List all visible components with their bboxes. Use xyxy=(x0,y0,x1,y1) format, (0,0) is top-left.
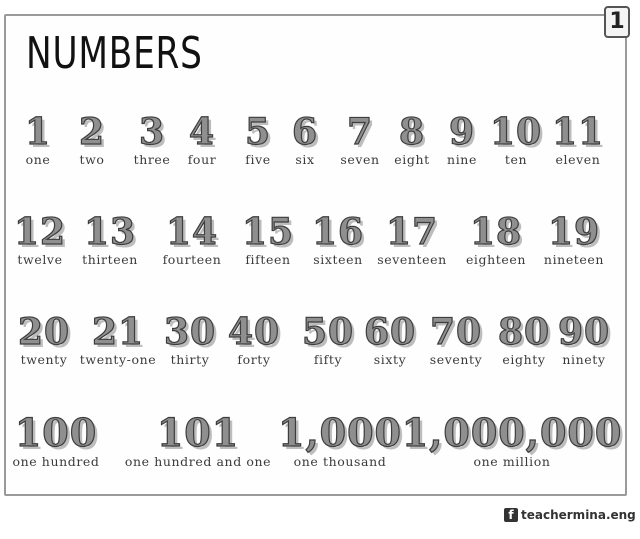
numeral: 90 xyxy=(557,311,611,353)
numeral: 6 xyxy=(291,111,319,153)
numeral: 5 xyxy=(244,111,272,153)
number-entry xyxy=(401,410,623,469)
number-word: one hundred and one xyxy=(124,454,272,469)
number-word: thirty xyxy=(170,352,210,367)
number-entry xyxy=(301,311,355,367)
number-word: twelve xyxy=(17,252,63,267)
number-entry xyxy=(17,311,71,367)
number-word: eleven xyxy=(555,152,601,167)
numeral: 101 xyxy=(156,410,240,455)
numeral: 12 xyxy=(13,211,67,253)
numeral: 21 xyxy=(91,311,145,353)
numeral: 80 xyxy=(497,311,551,353)
numeral: 1 xyxy=(24,111,52,153)
number-entry xyxy=(162,211,222,267)
number-entry xyxy=(497,311,551,367)
number-word: twenty xyxy=(20,352,68,367)
number-one-badge-icon: 1 xyxy=(604,6,630,38)
number-entry xyxy=(291,111,319,167)
number-entry xyxy=(133,111,171,167)
numeral: 1,000 xyxy=(278,410,402,455)
number-entry xyxy=(12,410,100,469)
footer-handle: teachermina.eng xyxy=(521,508,636,522)
number-entry xyxy=(377,211,447,267)
number-entry xyxy=(394,111,430,167)
number-word: four xyxy=(187,152,217,167)
number-word: seven xyxy=(340,152,380,167)
number-word: sixteen xyxy=(313,252,363,267)
number-entry xyxy=(79,311,157,367)
number-word: forty xyxy=(237,352,271,367)
number-word: eight xyxy=(394,152,430,167)
numeral: 20 xyxy=(17,311,71,353)
number-word: seventeen xyxy=(377,252,447,267)
numeral: 30 xyxy=(163,311,217,353)
number-entry xyxy=(227,311,281,367)
number-entry xyxy=(163,311,217,367)
number-word: thirteen xyxy=(82,252,138,267)
number-entry xyxy=(13,211,67,267)
number-entry xyxy=(82,211,138,267)
number-word: one xyxy=(25,152,51,167)
numeral: 1,000,000 xyxy=(401,410,623,455)
number-word: ninety xyxy=(562,352,606,367)
number-entry xyxy=(465,211,527,267)
numeral: 40 xyxy=(227,311,281,353)
number-word: one thousand xyxy=(293,454,387,469)
number-word: ten xyxy=(504,152,528,167)
numeral: 10 xyxy=(489,111,543,153)
number-entry xyxy=(489,111,543,167)
number-entry xyxy=(278,410,402,469)
numeral: 17 xyxy=(385,211,439,253)
facebook-icon: f xyxy=(504,508,518,522)
number-entry xyxy=(311,211,365,267)
number-word: fourteen xyxy=(162,252,222,267)
numeral: 3 xyxy=(138,111,166,153)
number-word: three xyxy=(133,152,171,167)
number-word: fifteen xyxy=(245,252,291,267)
number-entry xyxy=(78,111,106,167)
number-entry xyxy=(543,211,605,267)
number-word: nineteen xyxy=(543,252,605,267)
numeral: 13 xyxy=(83,211,137,253)
numeral: 15 xyxy=(241,211,295,253)
number-word: fifty xyxy=(313,352,343,367)
numeral: 16 xyxy=(311,211,365,253)
number-word: six xyxy=(295,152,315,167)
numeral: 9 xyxy=(448,111,476,153)
number-word: nine xyxy=(447,152,477,167)
number-entry xyxy=(241,211,295,267)
number-entry xyxy=(363,311,417,367)
number-word: two xyxy=(79,152,105,167)
numeral: 18 xyxy=(469,211,523,253)
number-word: five xyxy=(245,152,271,167)
numeral: 4 xyxy=(188,111,216,153)
number-word: seventy xyxy=(429,352,483,367)
number-word: eighty xyxy=(502,352,546,367)
numeral: 50 xyxy=(301,311,355,353)
number-word: twenty-one xyxy=(79,352,157,367)
number-word: one million xyxy=(473,454,551,469)
number-word: one hundred xyxy=(12,454,100,469)
number-entry xyxy=(24,111,52,167)
numeral: 7 xyxy=(346,111,374,153)
number-entry xyxy=(340,111,380,167)
number-entry xyxy=(429,311,483,367)
number-word: eighteen xyxy=(465,252,527,267)
page-title: NUMBERS xyxy=(26,28,203,79)
numeral: 14 xyxy=(165,211,219,253)
number-entry xyxy=(124,410,272,469)
number-word: sixty xyxy=(373,352,407,367)
numeral: 2 xyxy=(78,111,106,153)
number-entry xyxy=(557,311,611,367)
numeral: 70 xyxy=(429,311,483,353)
numeral: 8 xyxy=(398,111,426,153)
numeral: 60 xyxy=(363,311,417,353)
numeral: 19 xyxy=(547,211,601,253)
number-entry xyxy=(244,111,272,167)
numeral: 11 xyxy=(551,111,605,153)
number-entry xyxy=(187,111,217,167)
numeral: 100 xyxy=(14,410,98,455)
number-entry xyxy=(447,111,477,167)
footer-credit xyxy=(504,507,636,523)
number-entry xyxy=(551,111,605,167)
